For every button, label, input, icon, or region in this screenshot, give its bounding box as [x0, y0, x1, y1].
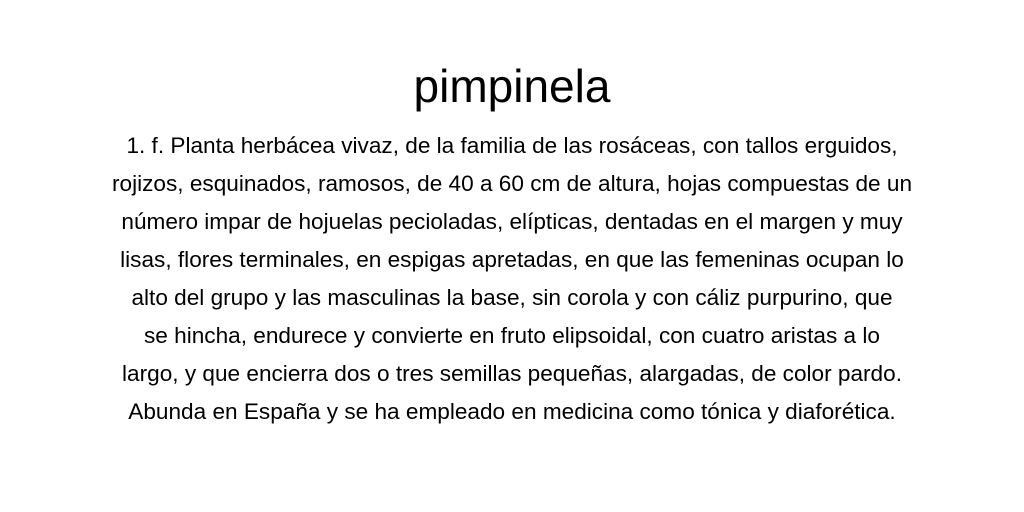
definition-line: lisas, flores terminales, en espigas apretadas, en que las femeninas ocupan lo: [120, 247, 904, 272]
entry-definition: [56, 127, 968, 431]
definition-line: 1. f. Planta herbácea vivaz, de la familia de las rosáceas, con tallos erguidos,: [126, 133, 898, 158]
entry-term: pimpinela: [413, 60, 611, 112]
definition-line: número impar de hojuelas pecioladas, elípticas, dentadas en el margen y muy: [121, 209, 903, 234]
definition-line: se hincha, endurece y convierte en fruto elipsoidal, con cuatro aristas a lo: [144, 323, 880, 348]
definition-line: alto del grupo y las masculinas la base, sin corola y con cáliz purpurino, que: [131, 285, 893, 310]
definition-line: rojizos, esquinados, ramosos, de 40 a 60 cm de altura, hojas compuestas de un: [111, 171, 913, 196]
definition-line: largo, y que encierra dos o tres semillas pequeñas, alargadas, de color pardo.: [122, 361, 902, 386]
definition-line: Abunda en España y se ha empleado en medicina como tónica y diaforética.: [128, 399, 896, 424]
